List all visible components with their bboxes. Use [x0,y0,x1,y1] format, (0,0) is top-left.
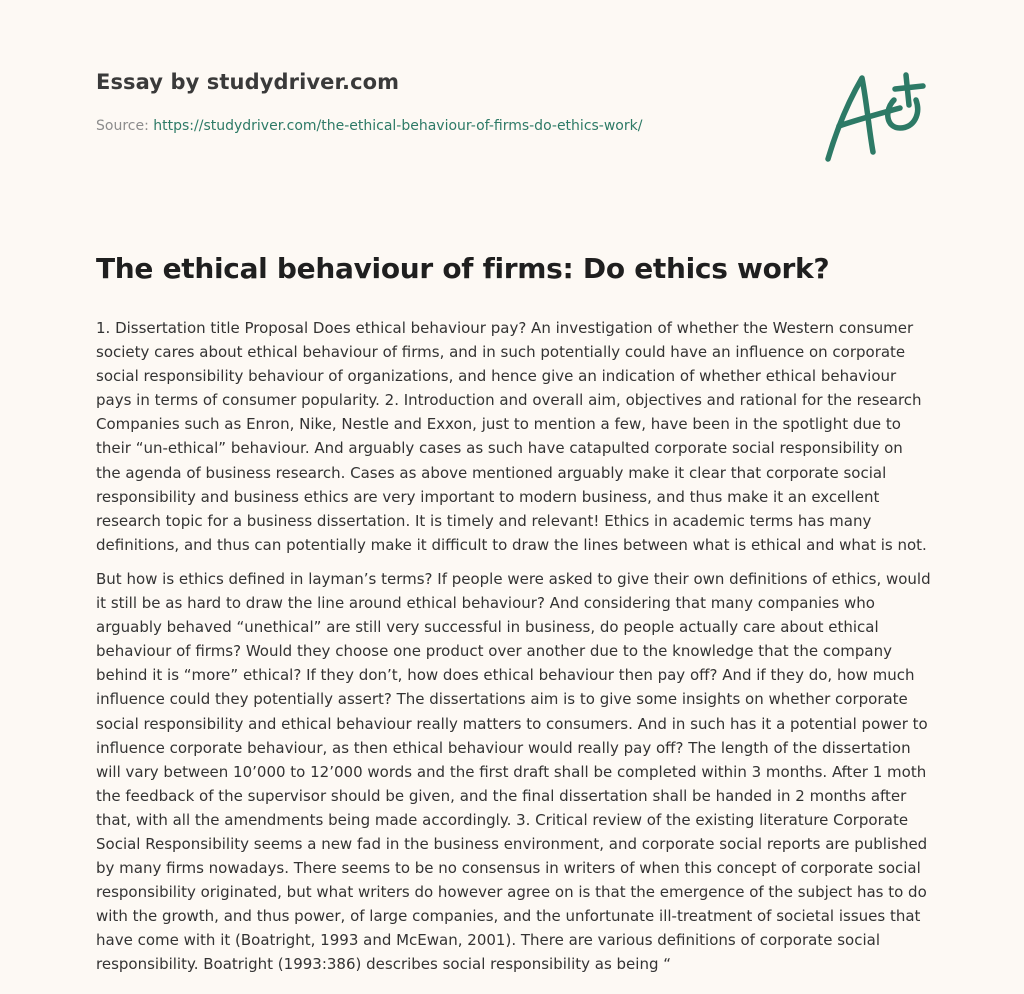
essay-paragraph: 1. Dissertation title Proposal Does ethical behaviour pay? An investigation of whether the Western consumer society cares about ethical behaviour of firms, and in such potentially could have an influence on corporate social responsibility behaviour of organizations, and hence give an indication of whether ethical behaviour pays in terms of consumer popularity. 2. Introduction and overall aim, objectives and rational for the research Companies such as Enron, Nike, Nestle and Exxon, just to mention a few, have been in the spotlight due to their “un-ethical” behaviour. And arguably cases as such have catapulted corporate social responsibility on the agenda of business research. Cases as above mentioned arguably make it clear that corporate social responsibility and business ethics are very important to modern business, and thus make it an excellent research topic for a business dissertation. It is timely and relevant! Ethics in academic terms has many definitions, and thus can potentially make it difficult to draw the lines between what is ethical and what is not. [96,319,927,554]
a-plus-grade-icon [822,68,928,166]
essay-title: The ethical behaviour of firms: Do ethics work? [96,252,830,285]
essay-body [96,316,932,987]
source-label: Source: [96,118,149,134]
source-line [96,118,796,134]
page-header [96,70,796,134]
essay-paragraph: But how is ethics defined in layman’s terms? If people were asked to give their own definitions of ethics, would it still be as hard to draw the line around ethical behaviour? And considering that many companies who arguably behaved “unethical” are still very successful in business, do people actually care about ethical behaviour of firms? Would they choose one product over another due to the knowledge that the company behind it is “more” ethical? If they don’t, how does ethical behaviour then pay off? And if they do, how much influence could they potentially assert? The dissertations aim is to give some insights on whether corporate social responsibility and ethical behaviour really matters to consumers. And in such has it a potential power to influence corporate behaviour, as then ethical behaviour would really pay off? The length of the dissertation will vary between 10’000 to 12’000 words and the first draft shall be completed within 3 months. After 1 moth the feedback of the supervisor should be given, and the final dissertation shall be handed in 2 months after that, with all the amendments being made accordingly. 3. Critical review of the existing literature Corporate Social Responsibility seems a new fad in the business environment, and corporate social reports are published by many firms nowadays. There seems to be no consensus in writers of when this concept of corporate social responsibility originated, but what writers do however agree on is that the emergence of the subject has to do with the growth, and thus power, of large companies, and the unfortunate ill-treatment of societal issues that have come with it (Boatright, 1993 and McEwan, 2001). There are various definitions of corporate social responsibility. Boatright (1993:386) describes social responsibility as being “ [96,569,931,974]
source-link[interactable]: https://studydriver.com/the-ethical-behaviour-of-firms-do-ethics-work/ [153,118,643,134]
site-brand: Essay by studydriver.com [96,70,400,94]
